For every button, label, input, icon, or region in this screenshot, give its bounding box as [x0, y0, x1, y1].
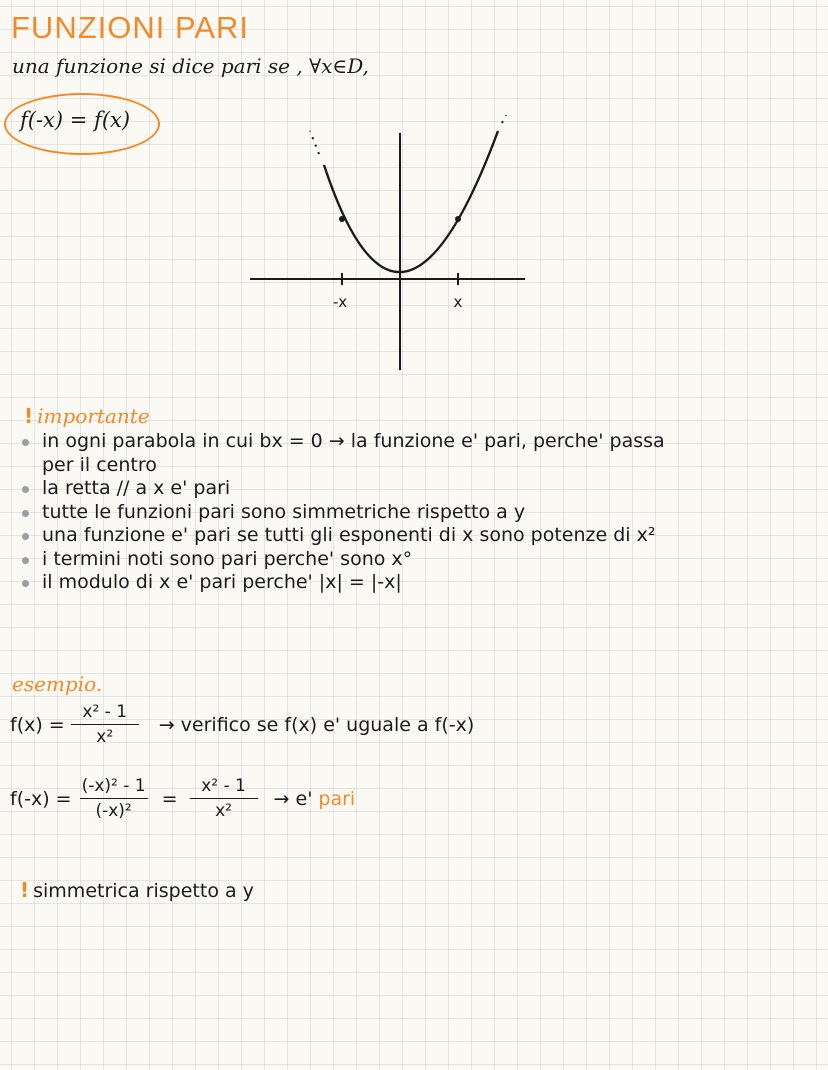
- fraction-denominator: (-x)²: [80, 798, 148, 821]
- list-item: in ogni parabola in cui bx = 0 → la funzione e' pari, perche' passa: [20, 430, 665, 454]
- fraction-numerator: x² - 1: [201, 776, 246, 796]
- example-lhs-fx: f(x) =: [10, 713, 65, 736]
- footer-note-text: simmetrica rispetto a y: [33, 880, 254, 902]
- parabola-curve: [324, 131, 498, 272]
- exclamation-icon: !: [20, 878, 30, 902]
- tick-label-x: x: [453, 293, 463, 311]
- parabola-continuation-right: [502, 115, 506, 123]
- point-x: [455, 216, 461, 222]
- bullet-dot-icon: [22, 486, 29, 493]
- example-heading: esempio.: [12, 672, 103, 696]
- bullet-dot-icon: [22, 533, 29, 540]
- list-item: tutte le funzioni pari sono simmetriche rispetto a y: [20, 501, 665, 525]
- definition-text: una funzione si dice pari se , ∀x∈D,: [12, 54, 369, 78]
- fraction-f-minus-x: [78, 776, 150, 821]
- exclamation-icon: !: [24, 404, 34, 428]
- fraction-fx: [71, 702, 139, 747]
- fraction-simplified: [190, 776, 258, 821]
- list-item-continuation: per il centro: [42, 453, 157, 476]
- fraction-denominator: x²: [190, 798, 258, 821]
- example-line-2: [10, 776, 355, 821]
- tick-label-minus-x: -x: [332, 293, 348, 311]
- fraction-numerator: x² - 1: [82, 702, 128, 722]
- list-item: il modulo di x e' pari perche' |x| = |-x|: [20, 571, 665, 595]
- bullet-dot-icon: [22, 439, 29, 446]
- list-item: i termini noti sono pari perche' sono x°: [20, 548, 665, 572]
- example-verify-note: → verifico se f(x) e' uguale a f(-x): [158, 713, 475, 736]
- important-heading-label: importante: [37, 404, 150, 428]
- page-title: FUNZIONI PARI: [11, 10, 250, 45]
- bullet-dot-icon: [22, 557, 29, 564]
- bullet-dot-icon: [22, 510, 29, 517]
- important-heading: [24, 404, 150, 428]
- equals-sign: =: [161, 787, 178, 810]
- list-item: una funzione e' pari se tutti gli esponenti di x sono potenze di x²: [20, 524, 665, 548]
- example-lhs-f-minus-x: f(-x) =: [10, 787, 72, 810]
- point-minus-x: [339, 216, 345, 222]
- even-function-formula: f(-x) = f(x): [20, 108, 131, 132]
- parabola-graph: [240, 115, 540, 385]
- important-list: [20, 430, 665, 595]
- bullet-dot-icon: [22, 580, 29, 587]
- list-item: la retta // a x e' pari: [20, 477, 665, 501]
- parabola-continuation-left: [310, 131, 319, 154]
- footer-note: [20, 878, 254, 902]
- fraction-denominator: x²: [71, 724, 139, 747]
- result-label: pari: [318, 787, 356, 810]
- fraction-numerator: (-x)² - 1: [81, 776, 146, 796]
- example-line-1: [10, 702, 474, 747]
- result-arrow: → e': [273, 787, 313, 810]
